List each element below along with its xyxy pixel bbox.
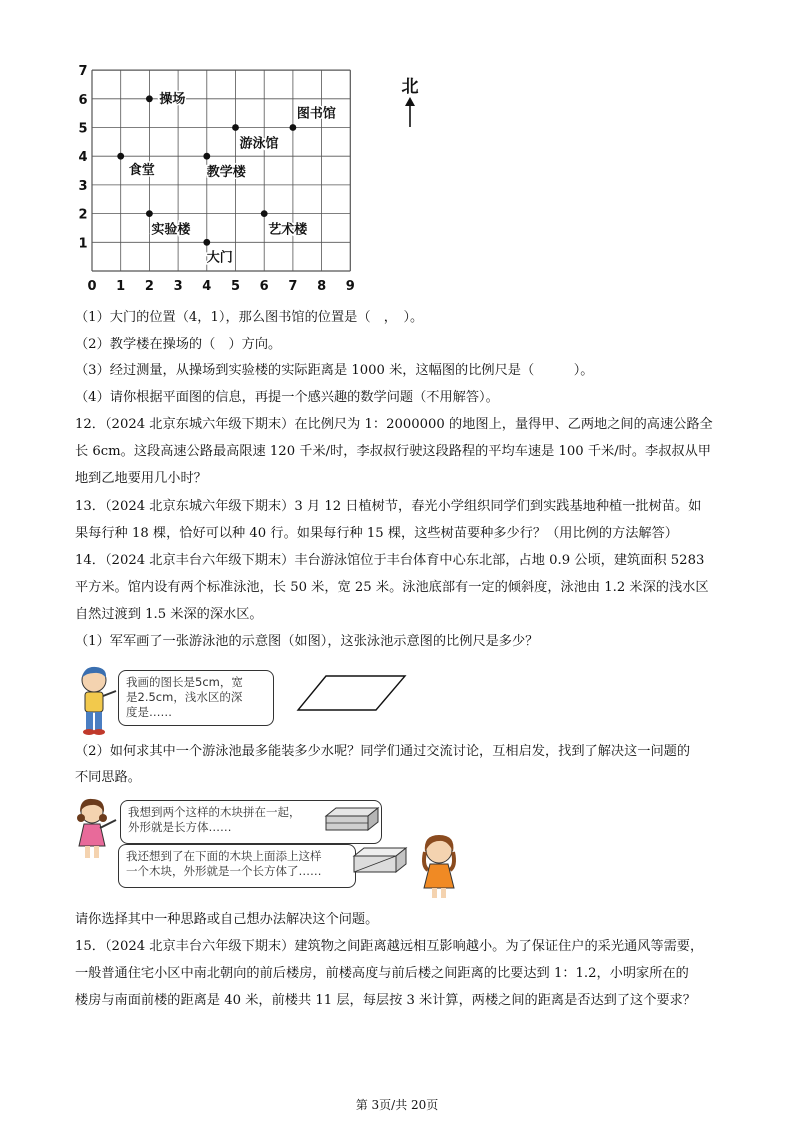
place-label: 实验楼 bbox=[151, 222, 191, 238]
q15-line3: 楼房与南面前楼的距离是 40 米，前楼共 11 层，每层按 3 米计算，两楼之间的距离是否达到了这个要求？ bbox=[75, 993, 696, 1008]
girl-illustration-left bbox=[72, 796, 120, 862]
place-label: 艺术楼 bbox=[268, 222, 308, 238]
x-tick-label: 5 bbox=[230, 279, 241, 292]
q11-part2: （2）教学楼在操场的（ ）方向。 bbox=[75, 337, 282, 352]
x-tick-label: 2 bbox=[144, 279, 154, 292]
place-point bbox=[203, 153, 210, 160]
q13-line1: 13．（2024 北京东城六年级下期末）3 月 12 日植树节，春光小学组织同学们到实践基地种植一批树苗。如 bbox=[75, 499, 702, 514]
place-point bbox=[261, 210, 268, 217]
y-tick-label: 4 bbox=[78, 150, 88, 166]
north-arrow-icon bbox=[403, 97, 417, 129]
q15-line2: 一般普通住宅小区中南北朝向的前后楼房，前楼高度与前后楼之间距离的比要达到 1：1.2，小明家所在的 bbox=[75, 966, 689, 981]
q12-line1: 12．（2024 北京东城六年级下期末）在比例尺为 1：2000000 的地图上，量得甲、乙两地之间的高速公路全 bbox=[75, 417, 713, 432]
q15-line1: 15．（2024 北京丰台六年级下期末）建筑物之间距离越远相互影响越小。为了保证住户的采光通风等需要， bbox=[75, 939, 704, 954]
coordinate-map bbox=[70, 60, 370, 292]
q11-part4: （4）请你根据平面图的信息，再提一个感兴趣的数学问题（不用解答）。 bbox=[75, 390, 499, 405]
x-tick-label: 4 bbox=[202, 279, 212, 292]
speech-bubble-boy bbox=[118, 670, 274, 726]
bubble-line: 我画的图长是5cm，宽 bbox=[126, 675, 243, 689]
place-label: 图书馆 bbox=[296, 106, 336, 122]
place-point bbox=[146, 210, 153, 217]
q14-part1: （1）军军画了一张游泳池的示意图（如图），这张泳池示意图的比例尺是多少？ bbox=[75, 634, 539, 649]
q11-part1: （1）大门的位置（4，1），那么图书馆的位置是（ ， ）。 bbox=[75, 310, 424, 325]
x-tick-label: 8 bbox=[317, 279, 327, 292]
bubble-line: 我想到两个这样的木块拼在一起， bbox=[128, 805, 301, 819]
y-tick-label: 5 bbox=[78, 121, 88, 137]
place-point bbox=[203, 239, 210, 246]
q14-part2-line2: 不同思路。 bbox=[75, 770, 141, 785]
x-tick-label: 7 bbox=[288, 279, 298, 292]
stacked-blocks-diagram bbox=[324, 806, 380, 834]
y-tick-label: 3 bbox=[78, 178, 88, 194]
place-label: 大门 bbox=[206, 250, 233, 266]
q14-part3: 请你选择其中一种思路或自己想办法解决这个问题。 bbox=[75, 912, 379, 927]
x-tick-label: 9 bbox=[345, 279, 355, 292]
place-label: 游泳馆 bbox=[239, 136, 279, 152]
pool-parallelogram-diagram bbox=[296, 674, 408, 714]
q11-part3: （3）经过测量，从操场到实验楼的实际距离是 1000 米，这幅图的比例尺是（ ）。 bbox=[75, 363, 594, 378]
place-point bbox=[232, 124, 239, 131]
q14-line1: 14．（2024 北京丰台六年级下期末）丰台游泳馆位于丰台体育中心东北部，占地 0.9 公顷，建筑面积 5283 bbox=[75, 553, 705, 568]
north-label: 北 bbox=[401, 77, 419, 97]
girl-illustration-right bbox=[414, 832, 464, 900]
bubble-line: 度是…… bbox=[126, 705, 172, 719]
x-tick-label: 0 bbox=[87, 279, 97, 292]
y-tick-label: 2 bbox=[78, 207, 88, 223]
x-tick-label: 1 bbox=[116, 279, 126, 292]
q14-part2-line1: （2）如何求其中一个游泳池最多能装多少水呢？同学们通过交流讨论，互相启发，找到了解决这一问题的 bbox=[75, 744, 691, 759]
q12-line2: 长 6cm。这段高速公路最高限速 120 千米/时，李叔叔行驶这段路程的平均车速是 100 千米/时。李叔叔从甲 bbox=[75, 444, 711, 459]
y-tick-label: 6 bbox=[78, 92, 88, 108]
q14-line3: 自然过渡到 1.5 米深的深水区。 bbox=[75, 607, 263, 622]
q12-line3: 地到乙地要用几小时？ bbox=[75, 471, 207, 486]
y-tick-label: 1 bbox=[78, 236, 88, 252]
boy-illustration bbox=[72, 664, 118, 736]
place-point bbox=[290, 124, 297, 131]
page-footer: 第 3页/共 20页 bbox=[355, 1098, 439, 1112]
x-tick-label: 6 bbox=[259, 279, 269, 292]
q14-line2: 平方米。馆内设有两个标准泳池，长 50 米，宽 25 米。泳池底部有一定的倾斜度，泳池由 1.2 米深的浅水区 bbox=[75, 580, 709, 595]
y-tick-label: 7 bbox=[78, 64, 88, 80]
bubble-line: 外形就是长方体…… bbox=[128, 820, 232, 834]
place-point bbox=[146, 95, 153, 102]
speech-bubble-girl-2 bbox=[118, 844, 356, 888]
bubble-line: 是2.5cm，浅水区的深 bbox=[126, 690, 243, 704]
bubble-line: 一个木块，外形就是一个长方体了…… bbox=[126, 864, 322, 878]
place-point bbox=[117, 153, 124, 160]
place-label: 食堂 bbox=[128, 163, 155, 179]
north-indicator bbox=[398, 72, 422, 133]
bubble-line: 我还想到了在下面的木块上面添上这样 bbox=[126, 849, 322, 863]
q13-line2: 果每行种 18 棵，恰好可以种 40 行。如果每行种 15 棵，这些树苗要种多少行？（用比例的方法解答） bbox=[75, 526, 678, 541]
place-label: 教学楼 bbox=[206, 165, 246, 181]
x-tick-label: 3 bbox=[173, 279, 183, 292]
place-label: 操场 bbox=[159, 91, 186, 107]
added-block-diagram bbox=[352, 846, 408, 876]
